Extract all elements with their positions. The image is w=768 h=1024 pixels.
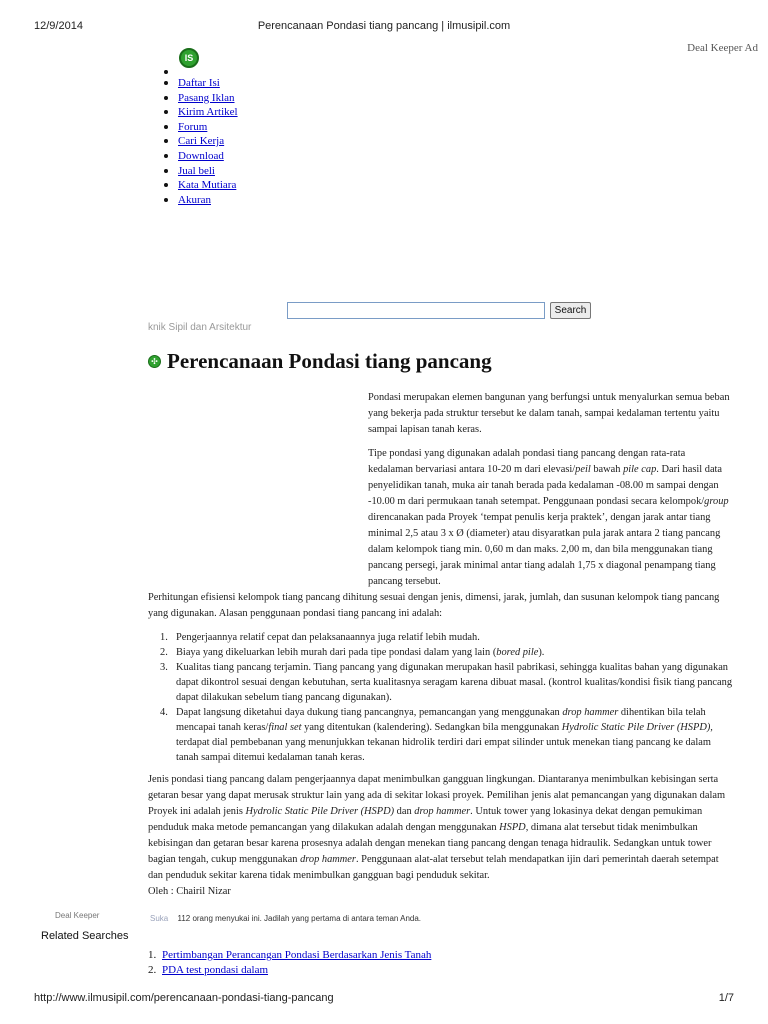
print-date: 12/9/2014 bbox=[34, 20, 83, 32]
print-page-title: Perencanaan Pondasi tiang pancang | ilmusipil.com bbox=[257, 20, 511, 32]
article-title-row bbox=[148, 347, 492, 375]
site-tagline: knik Sipil dan Arsitektur bbox=[148, 322, 252, 333]
nav-item-forum bbox=[164, 120, 238, 135]
related-searches-list bbox=[148, 948, 431, 977]
deal-keeper-label[interactable]: Deal Keeper bbox=[55, 911, 100, 920]
list-item: 3. Kualitas tiang pancang terjamin. Tiang pancang yang digunakan merupakan hasil pabrikasi, sehingga kualitas bahan yang digunakan dapat dikontrol sesuai dengan kebutuhan, serta kualitasnya seragam karena dibuat masal. (kontrol kualitas/kondisi fisik tiang pancang dapat dilakukan sebelum tiang pancang digunakan). bbox=[160, 662, 733, 703]
related-searches-heading: Related Searches bbox=[41, 930, 129, 942]
nav-link-download[interactable]: Download bbox=[178, 149, 224, 162]
nav-item-akuran bbox=[164, 193, 238, 208]
nav-item-jual-beli bbox=[164, 164, 238, 179]
paragraph-efficiency: Perhitungan efisiensi kelompok tiang pancang dihitung sesuai dengan jenis, dimensi, jarak, jumlah, dan susunan kelompok tiang pancang yang digunakan. Alasan penggunaan pondasi tiang pancang ini adalah: bbox=[148, 592, 720, 619]
nav-item-cari-kerja bbox=[164, 134, 238, 149]
nav-item-daftar-isi bbox=[164, 76, 238, 91]
paragraph-pile-type: Tipe pondasi yang digunakan adalah pondasi tiang pancang dengan rata-rata kedalaman bervariasi antara 10-20 m dari elevasi/peil bawah pile cap. Dari hasil data penyelidikan tanah, muka air tanah berada pada kedalaman -08.00 m sampai dengan -10.00 m dari permukaan tanah setempat. Penggunaan pondasi secara kelompok/group direncanakan pada Proyek ‘tempat penulis kerja praktek’, dengan jarak antar tiang minimal 2,5 atau 3 x Ø (diameter) atau disyaratkan pula jarak antara 2 tiang pancang dalam kelompok tiang min. 0,60 m dan maks. 2,00 m, dan bila menggunakan tiang pancang persegi, jarak minimal antar tiang adalah 1,75 x diagonal penampang tiang pancang tersebut. bbox=[368, 448, 729, 587]
nav-logo-item bbox=[164, 48, 238, 76]
article-author: Oleh : Chairil Nizar bbox=[148, 886, 231, 897]
print-page-number: 1/7 bbox=[718, 992, 734, 1004]
list-item: 1. Pengerjaannya relatif cepat dan pelaksanaannya juga relatif lebih mudah. bbox=[160, 632, 480, 643]
nav-item-pasang-iklan bbox=[164, 91, 238, 106]
nav-item-download bbox=[164, 149, 238, 164]
article-bullet-icon: ✣ bbox=[148, 355, 161, 368]
nav-link-pasang-iklan[interactable]: Pasang Iklan bbox=[178, 91, 235, 104]
nav-link-forum[interactable]: Forum bbox=[178, 120, 208, 133]
like-bar bbox=[150, 914, 421, 923]
like-count-text: 112 orang menyukai ini. Jadilah yang pertama di antara teman Anda. bbox=[177, 914, 422, 923]
list-item: 1. Pertimbangan Perancangan Pondasi Berdasarkan Jenis Tanah bbox=[148, 949, 432, 961]
nav-link-kirim-artikel[interactable]: Kirim Artikel bbox=[178, 106, 238, 119]
search-input[interactable] bbox=[287, 302, 545, 319]
nav-link-daftar-isi[interactable]: Daftar Isi bbox=[178, 77, 220, 89]
nav-link-jual-beli[interactable]: Jual beli bbox=[178, 164, 215, 177]
nav-link-akuran[interactable]: Akuran bbox=[178, 193, 211, 206]
paragraph-environment: Jenis pondasi tiang pancang dalam pengerjaannya dapat menimbulkan gangguan lingkungan. Diantaranya menimbulkan kebisingan serta getaran besar yang dapat merusak struktur lain yang ada di sekitar lokasi proyek. Pemilihan jenis alat pemancangan yang digunakan dalam Proyek ini adalah jenis Hydrolic Static Pile Driver (HSPD) dan drop hammer. Untuk tower yang lokasinya dekat dengan pemukiman penduduk maka metode pemancangan yang dilakukan adalah dengan menggunakan HSPD, dimana alat tersebut tidak menimbulkan kebisingan dan getaran besar karena prosesnya adalah dengan menekan tiang pancang dengan tenaga hidraulik. Sedangkan untuk tower bagian tengah, cukup menggunakan drop hammer. Penggunaan alat-alat tersebut telah mendapatkan ijin dari pemerintah daerah setempat dan penduduk sekitar karena tidak menimbulkan gangguan bagi penduduk sekitar. bbox=[148, 774, 726, 881]
list-item: 4. Dapat langsung diketahui daya dukung tiang pancangnya, pemancangan yang menggunakan drop hammer dihentikan bila telah mencapai tanah keras/final set yang ditentukan (kalendering). Sedangkan bila menggunakan Hydrolic Static Pile Driver (HSPD), terdapat dial pembebanan yang menunjukkan tekanan hidrolik terdiri dari empat silinder untuk menekan tiang pancang ke dalam tanah sampai ditemui kedalaman tanah keras. bbox=[160, 707, 713, 763]
print-header bbox=[0, 0, 768, 30]
list-item: 2. PDA test pondasi dalam bbox=[148, 963, 269, 976]
related-link[interactable]: Pertimbangan Perancangan Pondasi Berdasarkan Jenis Tanah bbox=[162, 949, 432, 961]
nav-item-kirim-artikel bbox=[164, 105, 238, 120]
article-title: Perencanaan Pondasi tiang pancang bbox=[167, 349, 492, 373]
nav-link-cari-kerja[interactable]: Cari Kerja bbox=[178, 135, 225, 148]
list-item: 2. Biaya yang dikeluarkan lebih murah dari pada tipe pondasi dalam yang lain (bored pile). bbox=[160, 647, 545, 658]
search-button[interactable]: Search bbox=[550, 302, 591, 319]
reasons-list bbox=[148, 630, 734, 765]
paragraph-intro: Pondasi merupakan elemen bangunan yang berfungsi untuk menyalurkan semua beban yang bekerja pada struktur tersebut ke dalam tanah, sampai kedalaman tertentu yaitu sampai lapisan tanah keras. bbox=[368, 392, 730, 435]
deal-keeper-ad[interactable]: Deal Keeper Ad bbox=[687, 42, 758, 54]
related-link[interactable]: PDA test pondasi dalam bbox=[162, 963, 269, 976]
nav-item-kata-mutiara bbox=[164, 178, 238, 193]
site-logo-icon[interactable]: IS bbox=[179, 48, 199, 68]
print-url: http://www.ilmusipil.com/perencanaan-pondasi-tiang-pancang bbox=[34, 992, 334, 1004]
site-nav bbox=[164, 48, 238, 207]
nav-link-kata-mutiara[interactable]: Kata Mutiara bbox=[178, 179, 237, 192]
like-button[interactable]: Suka bbox=[150, 914, 169, 923]
